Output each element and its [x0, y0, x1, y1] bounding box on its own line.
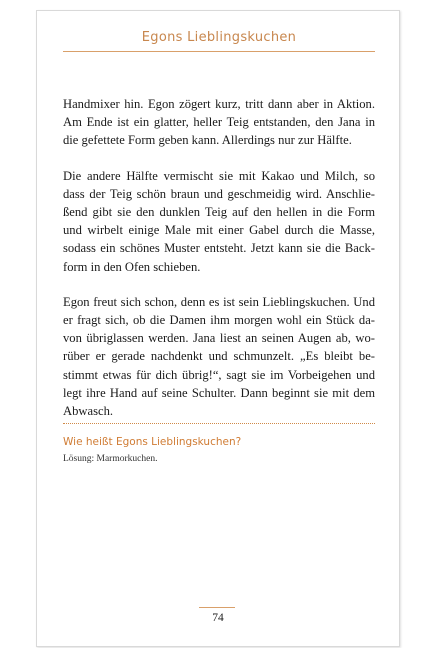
quiz-answer: Lösung: Marmorkuchen.: [63, 454, 158, 464]
paragraph: Egon freut sich schon, denn es ist sein Lieblingskuchen. Und er fragt sich, ob die Damen ihm morgen wohl ein Stück davon übriglassen werden. Jana liest an seinen Augen ab, worüber er gerade nachdenkt und schmunzelt. „Es bleibt bestimmt etwas für dich übrig!“, sagt sie im Vorbeigehen und legt ihre Hand auf seine Schulter. Dann beginnt sie mit dem Abwasch.: [63, 294, 375, 419]
quiz-question: Wie heißt Egons Lieblingskuchen?: [63, 436, 242, 448]
page-number-rule: [199, 607, 235, 608]
paragraph: Handmixer hin. Egon zögert kurz, tritt dann aber in Aktion. Am Ende ist ein glatter, heller Teig entstanden, den Jana in die gefettete Form geben kann. Allerdings nur zur Hälfte.: [63, 97, 375, 148]
page-number: 74: [212, 612, 224, 624]
body-text: [63, 95, 375, 437]
book-page: [36, 10, 400, 647]
running-head-title: Egons Lieblingskuchen: [63, 29, 375, 52]
dotted-divider: [63, 423, 375, 424]
paragraph: Die andere Hälfte vermischt sie mit Kakao und Milch, so dass der Teig schön braun und geschmeidig wird. Anschließend gibt sie den dunklen Teig auf den hellen in die Form und wirbelt einige Male mit einer Gabel durch die Masse, sodass ein schönes Muster entsteht. Jetzt kann sie die Backform in den Ofen schieben.: [63, 168, 375, 274]
